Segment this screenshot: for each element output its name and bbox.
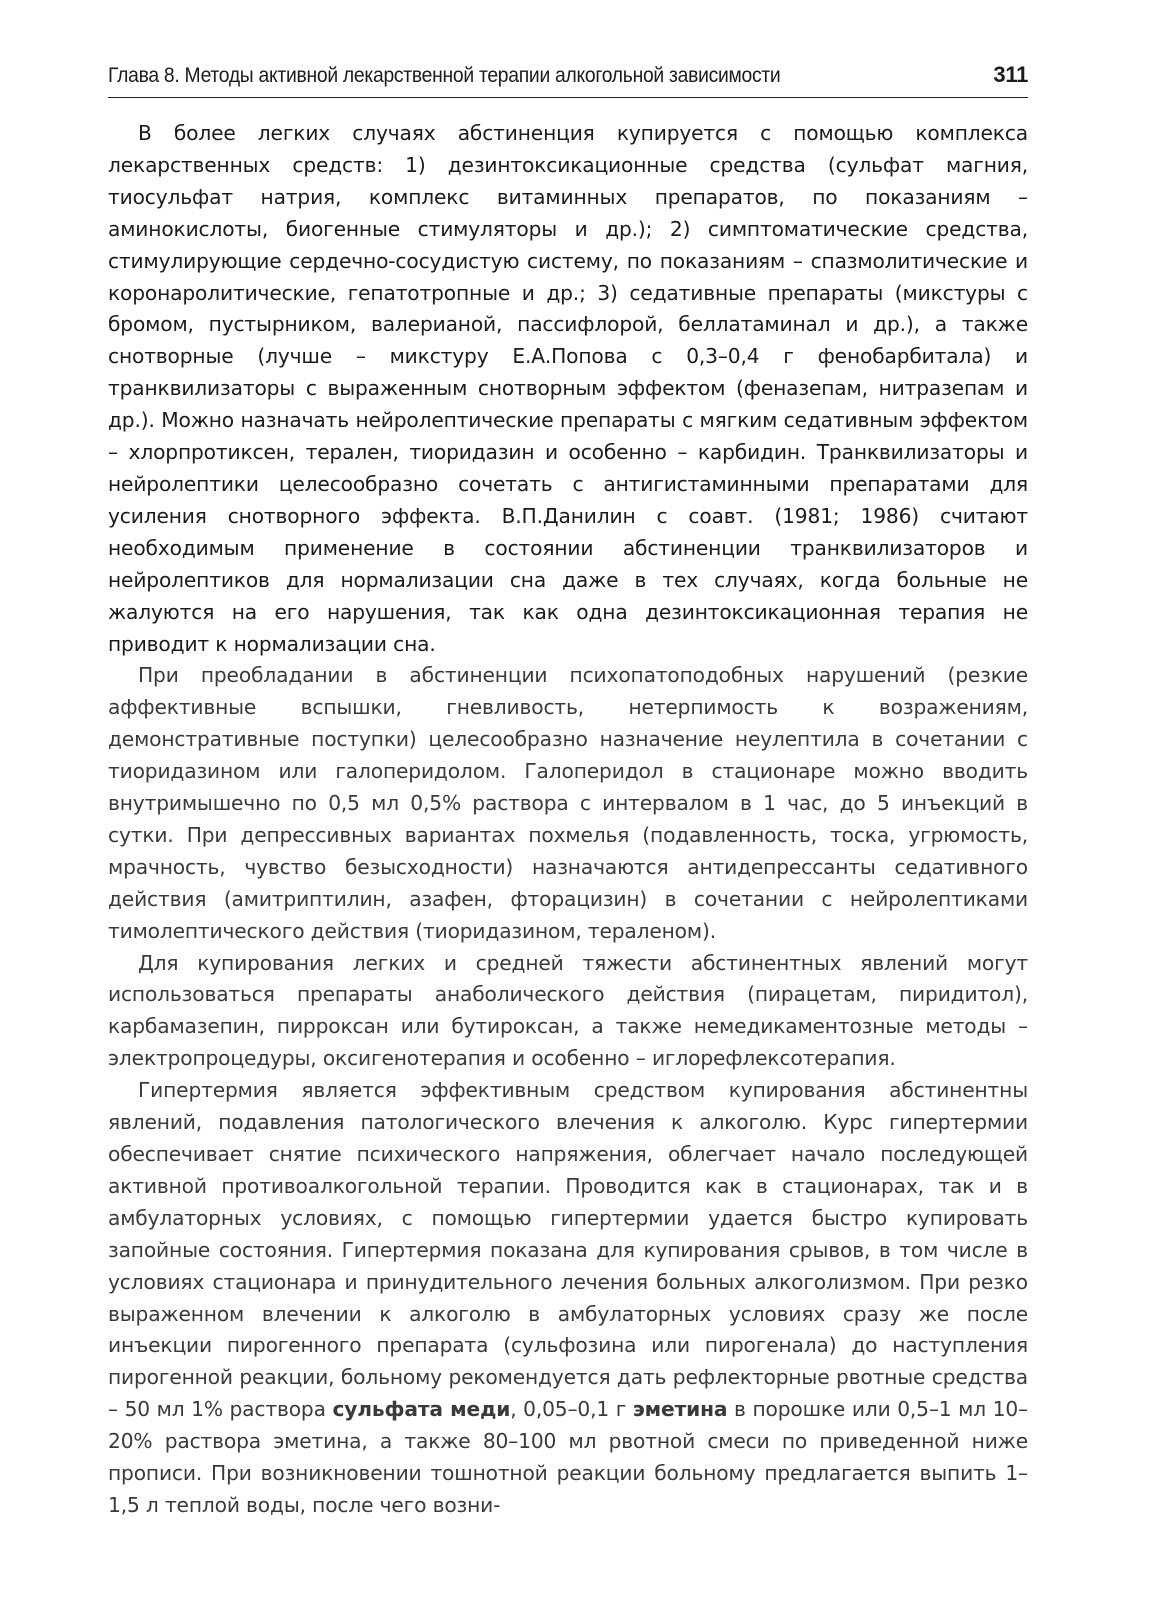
- body-text: [108, 118, 1028, 1522]
- chapter-title: Глава 8. Методы активной лекарственной терапии алкогольной зависимости: [108, 64, 781, 87]
- copper-sulfate-term: сульфата меди: [332, 1397, 511, 1422]
- emetine-term: эметина: [632, 1397, 728, 1422]
- hyperthermia-term: Гипертермия: [138, 1078, 278, 1103]
- paragraph-text-part: , 0,05–0,1 г: [510, 1397, 633, 1422]
- paragraph-mild-withdrawal: Для купирования легких и средней тяжести абстинентных явлений могут использоваться препараты анаболического действия (пирацетам, пиридитол), карбамазепин, пирроксан или бутироксан, а также немедикаментозные методы – электропроцедуры, оксигенотерапия и особенно – иглорефлексотерапия.: [108, 950, 1028, 1071]
- paragraph-hyperthermia: [108, 1075, 1028, 1522]
- paragraph-text-part: в порошке или 0,5–1 мл 10–20% раствора эметина, а также 80–100 мл рвотной смеси по приведенной ниже прописи. При возникновении тошнотной реакции больному предлагается выпить 1–1,5 л теплой воды, после чего возни-: [108, 1397, 1028, 1517]
- paragraph-withdrawal-drugs: В более легких случаях абстиненция купируется с помощью комплекса лекарственных средств: 1) дезинтоксикационные средства (сульфат магния, тиосульфат натрия, комплекс витаминных препаратов, по показаниям – аминокислоты, биогенные стимуляторы и др.); 2) симптоматические средства, стимулирующие сердечно-сосудистую систему, по показаниям – спазмолитические и коронаролитические, гепатотропные и др.; 3) седативные препараты (микстуры с бромом, пустырником, валерианой, пассифлорой, беллатаминал и др.), а также снотворные (лучше – микстуру Е.А.Попова с 0,3–0,4 г фенобарбитала) и транквилизаторы с выраженным снотворным эффектом (феназепам, нитразепам и др.). Можно назначать нейролептические препараты с мягким седативным эффектом – хлорпротиксен, терален, тиоридазин и особенно – карбидин. Транквилизаторы и нейролептики целесообразно сочетать с антигистаминными препаратами для усиления снотворного эффекта. В.П.Данилин с соавт. (1981; 1986) считают необходимым применение в состоянии абстиненции транквилизаторов и нейролептиков для нормализации сна даже в тех случаях, когда больные не жалуются на его нарушения, так как одна дезинтоксикационная терапия не приводит к нормализации сна.: [108, 121, 1028, 656]
- running-header: [108, 62, 1028, 98]
- page-number: 311: [993, 62, 1028, 87]
- paragraph-text-part: является эффективным средством купирования абстинентны явлений, подавления патологического влечения к алкоголю. Курс гипертермии обеспечивает снятие психического напряжения, облегчает начало последующей активной противоалкогольной терапии. Проводится как в стационарах, так и в амбулаторных условиях, с помощью гипертермии удается быстро купировать запойные состояния. Гипертермия показана для купирования срывов, в том числе в условиях стационара и принудительного лечения больных алкоголизмом. При резко выраженном влечении к алкоголю в амбулаторных условиях сразу же после инъекции пирогенного препарата (сульфозина или пирогенала) до наступления пирогенной реакции, больному рекомендуется дать рефлекторные рвотные средства – 50 мл 1% раствора: [108, 1078, 1028, 1422]
- paragraph-psychopathic-disorders: При преобладании в абстиненции психопатоподобных нарушений (резкие аффективные вспышки, гневливость, нетерпимость к возражениям, демонстративные поступки) целесообразно назначение неулептила в сочетании с тиоридазином или галоперидолом. Галоперидол в стационаре можно вводить внутримышечно по 0,5 мл 0,5% раствора с интервалом в 1 час, до 5 инъекций в сутки. При депрессивных вариантах похмелья (подавленность, тоска, угрюмость, мрачность, чувство безысходности) назначаются антидепрессанты седативного действия (амитриптилин, азафен, фторацизин) в сочетании с нейролептиками тимолептического действия (тиоридазином, тераленом).: [108, 663, 1028, 943]
- document-page: [108, 62, 1028, 1522]
